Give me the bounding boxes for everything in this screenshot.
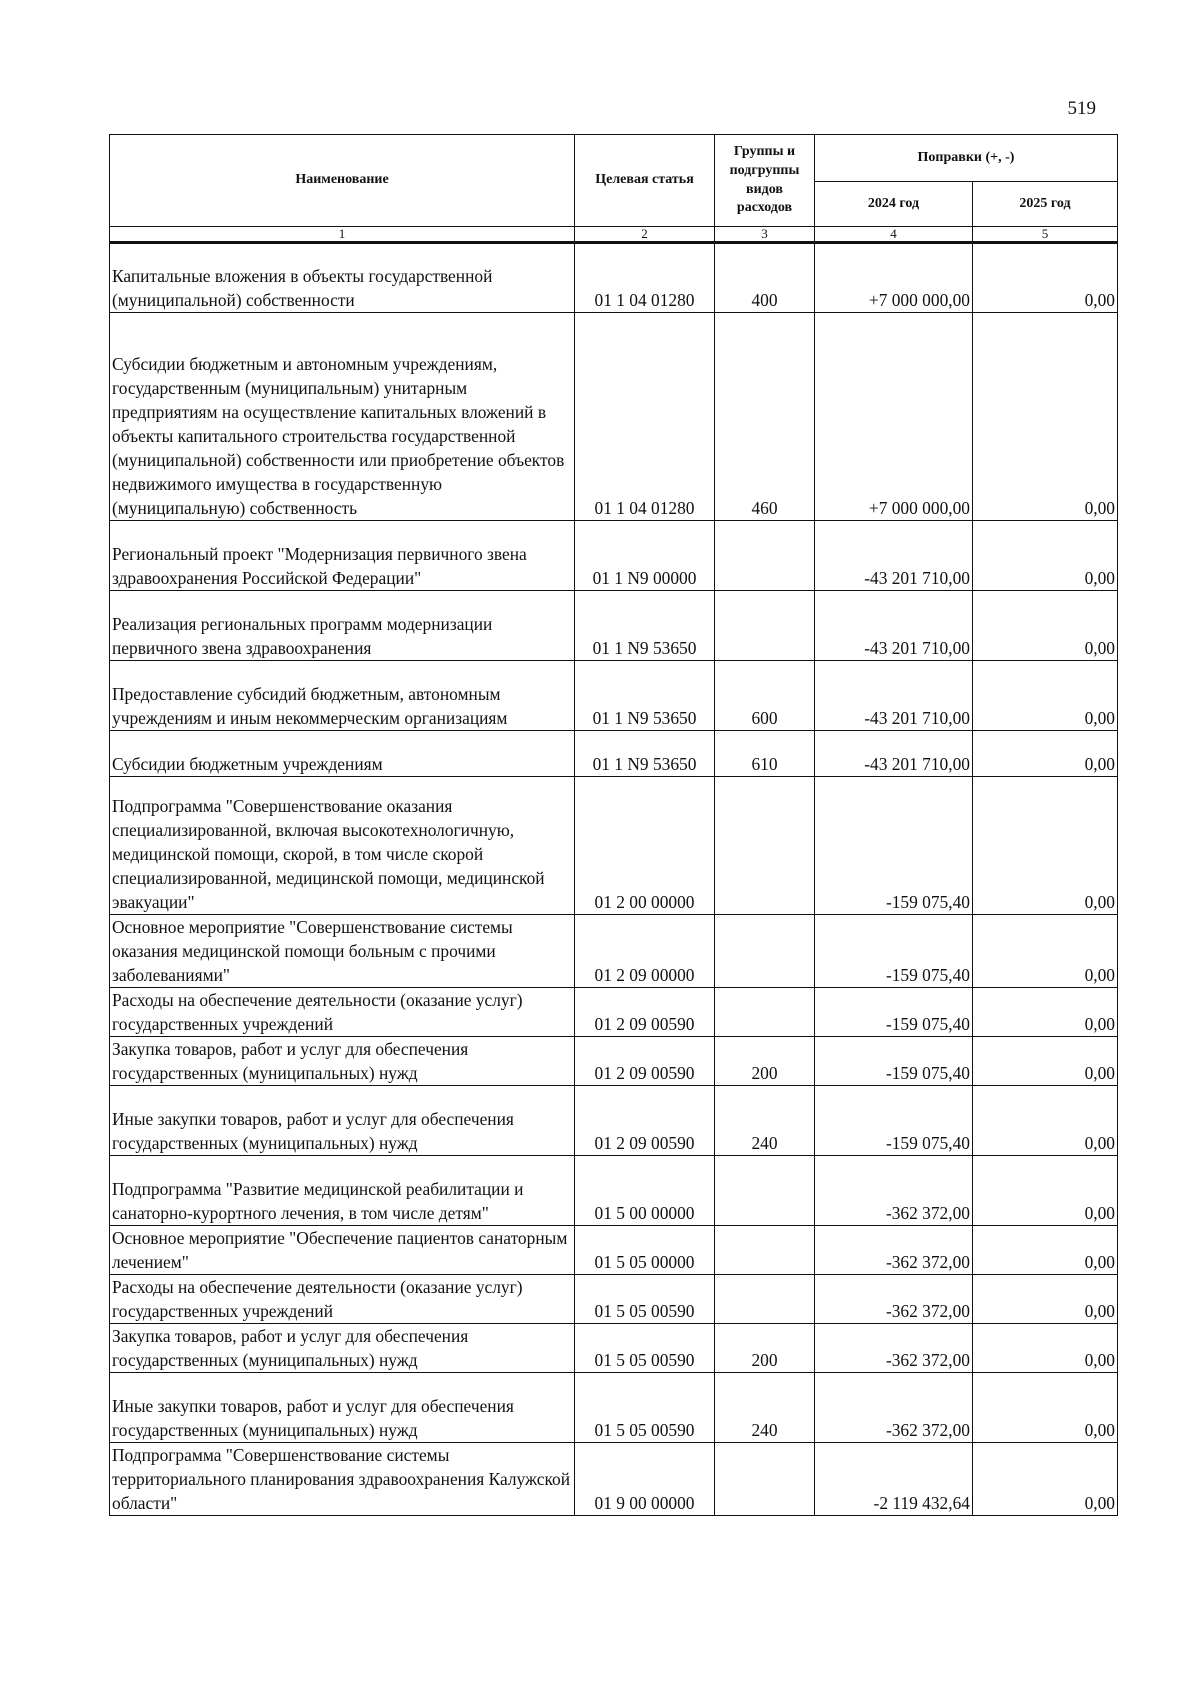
row-expense-group [715,591,815,661]
row-amendment-2025: 0,00 [973,243,1118,313]
budget-amendments-table [109,134,1118,1516]
header-col-number: 3 [715,227,815,243]
row-expense-group [715,521,815,591]
row-amendment-2025: 0,00 [973,1086,1118,1156]
row-expense-group [715,1156,815,1226]
row-target-article: 01 2 00 00000 [575,777,715,915]
table-row [110,777,1118,915]
row-amendment-2025: 0,00 [973,731,1118,777]
row-amendment-2025: 0,00 [973,521,1118,591]
row-amendment-2025: 0,00 [973,1156,1118,1226]
row-name: Иные закупки товаров, работ и услуг для обеспечения государственных (муниципальных) нужд [110,1086,575,1156]
row-expense-group [715,1443,815,1516]
row-name: Подпрограмма "Совершенствование оказания специализированной, включая высокотехнологичную, медицинской помощи, скорой, в том числе скорой специализированной, медицинской помощи, медицинской эвакуации" [110,777,575,915]
table-row [110,243,1118,313]
row-amendment-2024: -43 201 710,00 [815,661,973,731]
row-target-article: 01 5 00 00000 [575,1156,715,1226]
header-target-article: Целевая статья [575,135,715,227]
row-amendment-2024: -159 075,40 [815,988,973,1037]
row-name: Расходы на обеспечение деятельности (оказание услуг) государственных учреждений [110,988,575,1037]
header-year-2024: 2024 год [815,182,973,227]
row-name: Закупка товаров, работ и услуг для обеспечения государственных (муниципальных) нужд [110,1324,575,1373]
row-expense-group: 600 [715,661,815,731]
row-target-article: 01 1 N9 53650 [575,661,715,731]
row-amendment-2024: +7 000 000,00 [815,313,973,521]
row-name: Закупка товаров, работ и услуг для обеспечения государственных (муниципальных) нужд [110,1037,575,1086]
header-amendments: Поправки (+, -) [815,135,1118,182]
row-name: Региональный проект "Модернизация первичного звена здравоохранения Российской Федерации" [110,521,575,591]
header-col-number: 4 [815,227,973,243]
row-target-article: 01 2 09 00590 [575,1086,715,1156]
row-amendment-2025: 0,00 [973,1275,1118,1324]
row-amendment-2024: -159 075,40 [815,1086,973,1156]
page-number: 519 [1067,98,1096,119]
row-name: Реализация региональных программ модернизации первичного звена здравоохранения [110,591,575,661]
row-expense-group [715,1275,815,1324]
row-target-article: 01 5 05 00590 [575,1373,715,1443]
row-target-article: 01 1 N9 00000 [575,521,715,591]
row-amendment-2024: -362 372,00 [815,1373,973,1443]
row-amendment-2024: -2 119 432,64 [815,1443,973,1516]
row-target-article: 01 2 09 00000 [575,915,715,988]
row-amendment-2025: 0,00 [973,313,1118,521]
row-amendment-2025: 0,00 [973,591,1118,661]
row-amendment-2024: -159 075,40 [815,1037,973,1086]
row-target-article: 01 1 04 01280 [575,313,715,521]
row-expense-group: 240 [715,1373,815,1443]
table-row [110,661,1118,731]
row-amendment-2025: 0,00 [973,1373,1118,1443]
table-row [110,1324,1118,1373]
row-amendment-2024: +7 000 000,00 [815,243,973,313]
header-col-number: 5 [973,227,1118,243]
row-name: Субсидии бюджетным и автономным учреждениям, государственным (муниципальным) унитарным предприятиям на осуществление капитальных вложений в объекты капитального строительства государственной (муниципальной) собственности или приобретение объектов недвижимого имущества в государственную (муниципальную) собственность [110,313,575,521]
row-target-article: 01 2 09 00590 [575,988,715,1037]
table-row [110,1086,1118,1156]
header-expense-group: Группы и подгруппы видов расходов [715,135,815,227]
row-amendment-2025: 0,00 [973,1037,1118,1086]
row-name: Подпрограмма "Совершенствование системы территориального планирования здравоохранения Калужской области" [110,1443,575,1516]
table-row [110,591,1118,661]
row-target-article: 01 1 N9 53650 [575,731,715,777]
row-amendment-2025: 0,00 [973,1324,1118,1373]
row-amendment-2024: -159 075,40 [815,777,973,915]
row-amendment-2025: 0,00 [973,661,1118,731]
row-amendment-2024: -43 201 710,00 [815,521,973,591]
row-target-article: 01 2 09 00590 [575,1037,715,1086]
table-row [110,1275,1118,1324]
row-target-article: 01 1 04 01280 [575,243,715,313]
row-amendment-2024: -159 075,40 [815,915,973,988]
row-expense-group: 240 [715,1086,815,1156]
row-expense-group [715,988,815,1037]
table-row [110,988,1118,1037]
row-target-article: 01 5 05 00590 [575,1275,715,1324]
row-name: Предоставление субсидий бюджетным, автономным учреждениям и иным некоммерческим организациям [110,661,575,731]
row-amendment-2025: 0,00 [973,1226,1118,1275]
row-expense-group [715,915,815,988]
table-row [110,521,1118,591]
row-amendment-2024: -43 201 710,00 [815,731,973,777]
table-row [110,1443,1118,1516]
row-name: Расходы на обеспечение деятельности (оказание услуг) государственных учреждений [110,1275,575,1324]
row-expense-group: 200 [715,1324,815,1373]
table-row [110,1037,1118,1086]
header-col-number: 1 [110,227,575,243]
row-target-article: 01 1 N9 53650 [575,591,715,661]
row-name: Основное мероприятие "Совершенствование системы оказания медицинской помощи больным с прочими заболеваниями" [110,915,575,988]
table-row [110,731,1118,777]
table-row [110,1226,1118,1275]
row-name: Капитальные вложения в объекты государственной (муниципальной) собственности [110,243,575,313]
table-row [110,1156,1118,1226]
table-row [110,313,1118,521]
row-expense-group: 610 [715,731,815,777]
row-expense-group [715,1226,815,1275]
row-amendment-2024: -362 372,00 [815,1324,973,1373]
header-year-2025: 2025 год [973,182,1118,227]
row-amendment-2024: -362 372,00 [815,1226,973,1275]
row-name: Субсидии бюджетным учреждениям [110,731,575,777]
row-target-article: 01 5 05 00590 [575,1324,715,1373]
row-amendment-2025: 0,00 [973,988,1118,1037]
row-amendment-2025: 0,00 [973,1443,1118,1516]
row-amendment-2024: -362 372,00 [815,1275,973,1324]
table-header [110,135,1118,243]
table-row [110,915,1118,988]
row-expense-group: 200 [715,1037,815,1086]
row-name: Подпрограмма "Развитие медицинской реабилитации и санаторно-курортного лечения, в том числе детям" [110,1156,575,1226]
row-name: Основное мероприятие "Обеспечение пациентов санаторным лечением" [110,1226,575,1275]
row-amendment-2025: 0,00 [973,777,1118,915]
row-amendment-2024: -43 201 710,00 [815,591,973,661]
row-target-article: 01 5 05 00000 [575,1226,715,1275]
table-row [110,1373,1118,1443]
row-amendment-2025: 0,00 [973,915,1118,988]
header-name: Наименование [110,135,575,227]
row-expense-group: 460 [715,313,815,521]
row-name: Иные закупки товаров, работ и услуг для обеспечения государственных (муниципальных) нужд [110,1373,575,1443]
header-col-number: 2 [575,227,715,243]
row-expense-group [715,777,815,915]
row-expense-group: 400 [715,243,815,313]
table-body [110,243,1118,1516]
row-target-article: 01 9 00 00000 [575,1443,715,1516]
row-amendment-2024: -362 372,00 [815,1156,973,1226]
